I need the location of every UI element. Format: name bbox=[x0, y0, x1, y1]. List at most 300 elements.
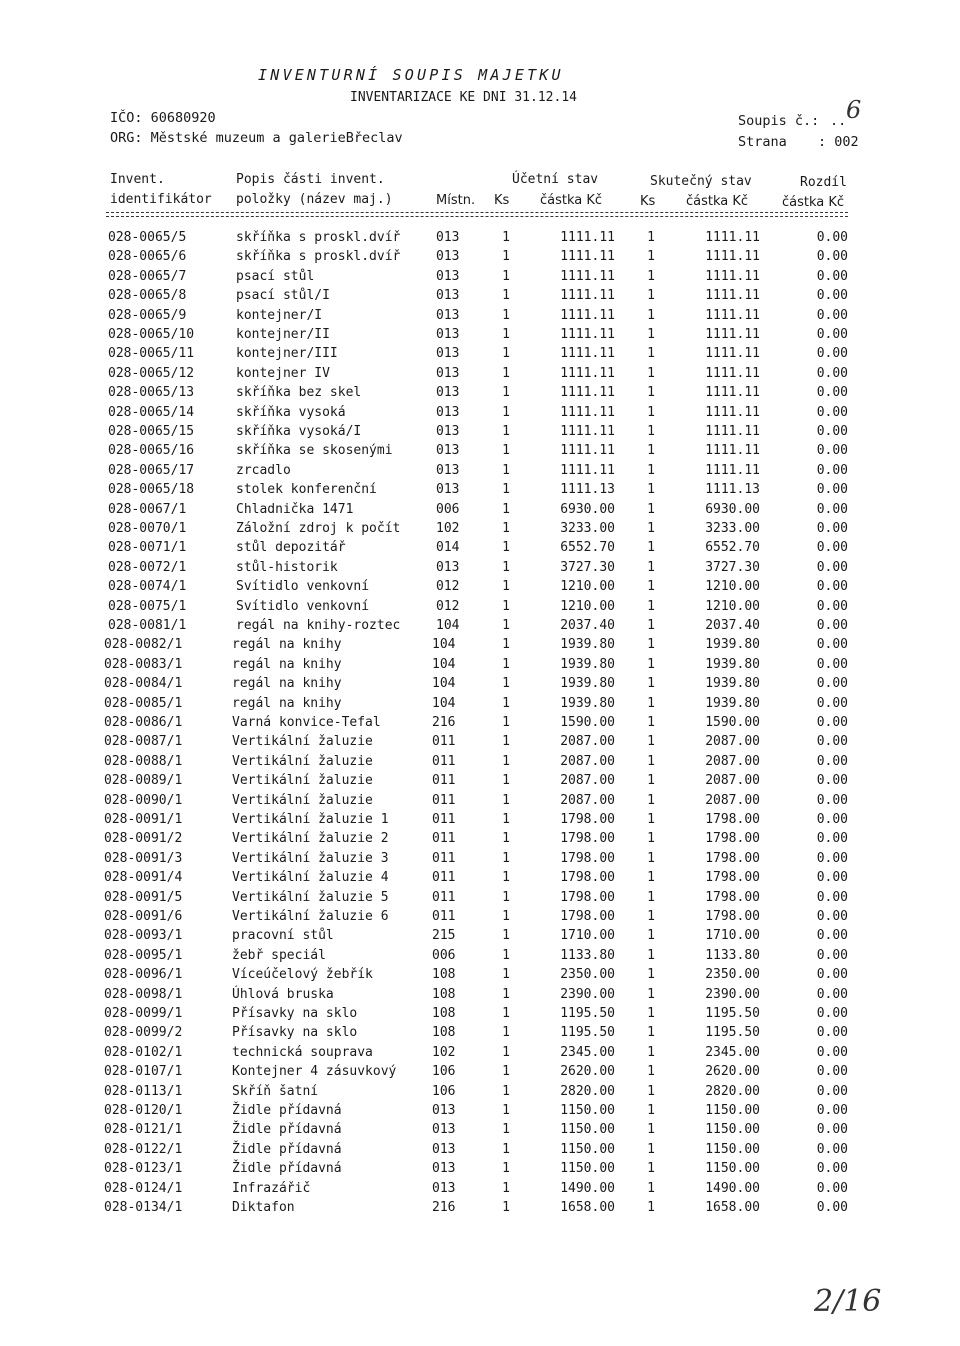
cell-identifier: 028-0102/1 bbox=[104, 1044, 183, 1060]
cell-identifier: 028-0123/1 bbox=[104, 1161, 183, 1177]
cell-amount-accounting: 1798.00 bbox=[560, 909, 615, 924]
cell-qty-actual: 1 bbox=[647, 1083, 655, 1099]
cell-amount-accounting: 1798.00 bbox=[560, 831, 615, 847]
document-title: INVENTURNÍ SOUPIS MAJETKU bbox=[258, 66, 564, 84]
cell-amount-accounting: 1939.80 bbox=[560, 637, 615, 653]
cell-identifier: 028-0113/1 bbox=[104, 1083, 183, 1099]
table-row bbox=[0, 482, 960, 501]
cell-qty-accounting: 1 bbox=[502, 365, 510, 381]
cell-difference: 0.00 bbox=[816, 307, 848, 323]
cell-qty-accounting: 1 bbox=[502, 1161, 510, 1177]
cell-name: Přísavky na sklo bbox=[232, 1025, 358, 1041]
cell-identifier: 028-0075/1 bbox=[108, 598, 187, 614]
cell-qty-accounting: 1 bbox=[502, 656, 510, 672]
cell-amount-accounting: 1939.80 bbox=[560, 676, 615, 692]
cell-difference: 0.00 bbox=[816, 1064, 848, 1080]
soupis-dots: .. bbox=[830, 113, 847, 129]
cell-amount-actual: 2390.00 bbox=[705, 986, 760, 1002]
cell-amount-accounting: 1111.11 bbox=[560, 268, 615, 284]
cell-room: 102 bbox=[436, 521, 460, 536]
cell-difference: 0.00 bbox=[816, 559, 848, 575]
cell-qty-actual: 1 bbox=[647, 870, 655, 886]
cell-qty-actual: 1 bbox=[647, 307, 655, 323]
cell-qty-accounting: 1 bbox=[502, 967, 510, 983]
cell-qty-accounting: 1 bbox=[502, 424, 510, 439]
cell-room: 013 bbox=[436, 288, 460, 304]
cell-name: Vertikální žaluzie 6 bbox=[232, 909, 389, 924]
cell-qty-actual: 1 bbox=[647, 715, 655, 730]
cell-qty-actual: 1 bbox=[647, 462, 655, 478]
cell-amount-accounting: 1150.00 bbox=[560, 1141, 615, 1157]
cell-name: regál na knihy bbox=[232, 676, 342, 692]
cell-amount-accounting: 2087.00 bbox=[560, 792, 615, 808]
table-row bbox=[0, 560, 960, 579]
cell-difference: 0.00 bbox=[816, 637, 848, 653]
cell-amount-accounting: 1710.00 bbox=[560, 928, 615, 944]
cell-identifier: 028-0081/1 bbox=[108, 618, 187, 633]
cell-amount-actual: 1798.00 bbox=[705, 850, 760, 866]
cell-difference: 0.00 bbox=[816, 734, 848, 750]
cell-amount-accounting: 1590.00 bbox=[560, 715, 615, 730]
cell-name: kontejner/I bbox=[236, 307, 323, 323]
cell-name: Vertikální žaluzie 5 bbox=[232, 889, 389, 905]
cell-qty-accounting: 1 bbox=[502, 1006, 510, 1021]
cell-qty-actual: 1 bbox=[647, 579, 655, 595]
cell-qty-actual: 1 bbox=[647, 734, 655, 750]
cell-identifier: 028-0065/15 bbox=[108, 424, 195, 439]
table-row bbox=[0, 812, 960, 831]
cell-identifier: 028-0089/1 bbox=[104, 773, 183, 789]
cell-identifier: 028-0091/2 bbox=[104, 831, 183, 847]
cell-identifier: 028-0098/1 bbox=[104, 986, 183, 1002]
cell-identifier: 028-0065/9 bbox=[108, 307, 187, 323]
table-row bbox=[0, 909, 960, 928]
cell-amount-actual: 1590.00 bbox=[705, 715, 760, 730]
cell-name: Přísavky na sklo bbox=[232, 1006, 358, 1021]
table-row bbox=[0, 734, 960, 753]
cell-qty-accounting: 1 bbox=[502, 404, 510, 420]
cell-identifier: 028-0065/8 bbox=[108, 288, 187, 304]
cell-amount-accounting: 1798.00 bbox=[560, 870, 615, 886]
cell-amount-actual: 1133.80 bbox=[705, 947, 760, 963]
org-line: ORG: Městské muzeum a galerieBřeclav bbox=[110, 130, 403, 146]
cell-amount-accounting: 1798.00 bbox=[560, 889, 615, 905]
cell-difference: 0.00 bbox=[816, 1044, 848, 1060]
table-row bbox=[0, 405, 960, 424]
table-row bbox=[0, 346, 960, 365]
cell-room: 215 bbox=[432, 928, 456, 944]
cell-amount-actual: 3233.00 bbox=[705, 521, 760, 536]
cell-difference: 0.00 bbox=[816, 540, 848, 556]
cell-name: Varná konvice-Tefal bbox=[232, 715, 381, 730]
cell-difference: 0.00 bbox=[816, 249, 848, 265]
col-header-ks2: Ks bbox=[640, 194, 656, 209]
cell-amount-actual: 1150.00 bbox=[705, 1161, 760, 1177]
cell-identifier: 028-0065/17 bbox=[108, 462, 195, 478]
cell-amount-actual: 1798.00 bbox=[705, 909, 760, 924]
cell-qty-actual: 1 bbox=[647, 909, 655, 924]
cell-name: pracovní stůl bbox=[232, 928, 334, 944]
table-row bbox=[0, 637, 960, 656]
cell-difference: 0.00 bbox=[816, 870, 848, 886]
table-row bbox=[0, 269, 960, 288]
cell-name: Židle přídavná bbox=[232, 1103, 342, 1118]
cell-qty-accounting: 1 bbox=[502, 521, 510, 536]
cell-room: 216 bbox=[432, 715, 456, 730]
cell-amount-accounting: 1111.11 bbox=[560, 307, 615, 323]
cell-amount-accounting: 1939.80 bbox=[560, 656, 615, 672]
cell-qty-accounting: 1 bbox=[502, 268, 510, 284]
cell-room: 011 bbox=[432, 753, 456, 769]
cell-amount-accounting: 2820.00 bbox=[560, 1083, 615, 1099]
cell-room: 108 bbox=[432, 1006, 456, 1021]
cell-amount-accounting: 1490.00 bbox=[560, 1180, 615, 1196]
cell-qty-accounting: 1 bbox=[502, 501, 510, 517]
cell-identifier: 028-0082/1 bbox=[104, 637, 183, 653]
cell-name: Vertikální žaluzie 3 bbox=[232, 850, 389, 866]
cell-amount-accounting: 1111.11 bbox=[560, 404, 615, 420]
cell-difference: 0.00 bbox=[816, 715, 848, 730]
cell-amount-actual: 1111.11 bbox=[705, 424, 760, 439]
cell-qty-actual: 1 bbox=[647, 1103, 655, 1118]
cell-amount-actual: 2345.00 bbox=[705, 1044, 760, 1060]
cell-amount-actual: 1111.11 bbox=[705, 268, 760, 284]
table-row bbox=[0, 1025, 960, 1044]
cell-room: 012 bbox=[436, 579, 460, 595]
cell-amount-accounting: 2087.00 bbox=[560, 734, 615, 750]
cell-qty-actual: 1 bbox=[647, 1122, 655, 1138]
table-row bbox=[0, 1006, 960, 1025]
cell-name: zrcadlo bbox=[236, 462, 291, 478]
cell-amount-accounting: 2390.00 bbox=[560, 986, 615, 1002]
cell-difference: 0.00 bbox=[816, 1161, 848, 1177]
cell-room: 013 bbox=[436, 249, 460, 265]
cell-amount-actual: 1111.11 bbox=[705, 462, 760, 478]
cell-room: 104 bbox=[432, 637, 456, 653]
cell-amount-actual: 2037.40 bbox=[705, 618, 760, 633]
cell-identifier: 028-0091/4 bbox=[104, 870, 183, 886]
table-row bbox=[0, 967, 960, 986]
cell-qty-accounting: 1 bbox=[502, 986, 510, 1002]
cell-identifier: 028-0067/1 bbox=[108, 501, 187, 517]
cell-room: 104 bbox=[432, 695, 456, 711]
cell-name: skříňka vysoká/I bbox=[236, 424, 362, 439]
cell-room: 012 bbox=[436, 598, 460, 614]
cell-difference: 0.00 bbox=[816, 831, 848, 847]
cell-amount-actual: 1150.00 bbox=[705, 1141, 760, 1157]
cell-amount-actual: 2350.00 bbox=[705, 967, 760, 983]
cell-amount-accounting: 1939.80 bbox=[560, 695, 615, 711]
cell-identifier: 028-0065/5 bbox=[108, 230, 187, 245]
cell-amount-actual: 2087.00 bbox=[705, 734, 760, 750]
cell-qty-accounting: 1 bbox=[502, 559, 510, 575]
cell-difference: 0.00 bbox=[816, 753, 848, 769]
cell-qty-accounting: 1 bbox=[502, 695, 510, 711]
cell-name: skříňka vysoká bbox=[236, 404, 346, 420]
col-header-castka1: částka Kč bbox=[540, 193, 603, 208]
cell-difference: 0.00 bbox=[816, 424, 848, 439]
cell-qty-actual: 1 bbox=[647, 365, 655, 381]
cell-identifier: 028-0120/1 bbox=[104, 1103, 183, 1118]
cell-difference: 0.00 bbox=[816, 909, 848, 924]
cell-amount-accounting: 1111.11 bbox=[560, 424, 615, 439]
cell-amount-accounting: 2620.00 bbox=[560, 1064, 615, 1080]
cell-identifier: 028-0065/12 bbox=[108, 365, 195, 381]
cell-identifier: 028-0065/7 bbox=[108, 268, 187, 284]
cell-qty-actual: 1 bbox=[647, 986, 655, 1002]
cell-identifier: 028-0091/6 bbox=[104, 909, 183, 924]
cell-name: Vertikální žaluzie 4 bbox=[232, 870, 389, 886]
table-row bbox=[0, 1084, 960, 1103]
cell-room: 108 bbox=[432, 1025, 456, 1041]
table-row bbox=[0, 657, 960, 676]
cell-qty-accounting: 1 bbox=[502, 462, 510, 478]
cell-amount-accounting: 1111.11 bbox=[560, 230, 615, 245]
cell-amount-actual: 2820.00 bbox=[705, 1083, 760, 1099]
col-header-ks1: Ks bbox=[494, 193, 510, 208]
cell-amount-accounting: 1111.13 bbox=[560, 482, 615, 498]
cell-room: 104 bbox=[436, 618, 460, 633]
cell-difference: 0.00 bbox=[816, 462, 848, 478]
cell-amount-actual: 1195.50 bbox=[705, 1006, 760, 1021]
cell-room: 013 bbox=[436, 443, 460, 459]
table-row bbox=[0, 327, 960, 346]
cell-amount-accounting: 1111.11 bbox=[560, 288, 615, 304]
cell-amount-accounting: 1111.11 bbox=[560, 249, 615, 265]
cell-qty-accounting: 1 bbox=[502, 928, 510, 944]
cell-amount-accounting: 2345.00 bbox=[560, 1044, 615, 1060]
table-row bbox=[0, 521, 960, 540]
cell-qty-accounting: 1 bbox=[502, 579, 510, 595]
cell-difference: 0.00 bbox=[816, 812, 848, 827]
cell-qty-accounting: 1 bbox=[502, 1083, 510, 1099]
cell-qty-actual: 1 bbox=[647, 540, 655, 556]
cell-qty-actual: 1 bbox=[647, 618, 655, 633]
cell-difference: 0.00 bbox=[816, 268, 848, 284]
cell-room: 013 bbox=[436, 559, 460, 575]
cell-qty-actual: 1 bbox=[647, 559, 655, 575]
table-row bbox=[0, 831, 960, 850]
cell-room: 013 bbox=[436, 268, 460, 284]
cell-qty-accounting: 1 bbox=[502, 1122, 510, 1138]
cell-amount-actual: 2087.00 bbox=[705, 773, 760, 789]
cell-amount-accounting: 1210.00 bbox=[560, 598, 615, 614]
table-row bbox=[0, 793, 960, 812]
col-header-invent: Invent. bbox=[110, 172, 165, 187]
cell-qty-actual: 1 bbox=[647, 230, 655, 245]
cell-room: 216 bbox=[432, 1200, 456, 1215]
cell-amount-accounting: 2087.00 bbox=[560, 753, 615, 769]
cell-identifier: 028-0085/1 bbox=[104, 695, 183, 711]
cell-room: 013 bbox=[436, 307, 460, 323]
cell-amount-actual: 1111.13 bbox=[705, 482, 760, 498]
cell-name: kontejner/III bbox=[236, 346, 338, 362]
cell-room: 011 bbox=[432, 831, 456, 847]
cell-qty-accounting: 1 bbox=[502, 1064, 510, 1080]
table-row bbox=[0, 696, 960, 715]
cell-identifier: 028-0095/1 bbox=[104, 947, 183, 963]
cell-room: 106 bbox=[432, 1083, 456, 1099]
cell-amount-actual: 1939.80 bbox=[705, 656, 760, 672]
cell-qty-actual: 1 bbox=[647, 598, 655, 614]
cell-name: Vertikální žaluzie bbox=[232, 773, 373, 789]
cell-amount-accounting: 6552.70 bbox=[560, 540, 615, 556]
cell-amount-actual: 2087.00 bbox=[705, 792, 760, 808]
cell-name: psací stůl/I bbox=[236, 288, 330, 304]
table-row bbox=[0, 870, 960, 889]
cell-qty-actual: 1 bbox=[647, 1161, 655, 1177]
cell-room: 011 bbox=[432, 792, 456, 808]
cell-qty-actual: 1 bbox=[647, 288, 655, 304]
table-row bbox=[0, 385, 960, 404]
cell-name: technická souprava bbox=[232, 1044, 373, 1060]
cell-qty-actual: 1 bbox=[647, 850, 655, 866]
cell-amount-accounting: 1111.11 bbox=[560, 346, 615, 362]
header-separator-top bbox=[106, 212, 848, 213]
cell-room: 013 bbox=[436, 365, 460, 381]
col-header-polozky: položky (název maj.) bbox=[236, 192, 393, 207]
cell-qty-accounting: 1 bbox=[502, 1180, 510, 1196]
table-row bbox=[0, 443, 960, 462]
cell-amount-actual: 1111.11 bbox=[705, 307, 760, 323]
cell-amount-actual: 6552.70 bbox=[705, 540, 760, 556]
cell-identifier: 028-0065/11 bbox=[108, 346, 195, 362]
cell-difference: 0.00 bbox=[816, 676, 848, 692]
cell-amount-actual: 1710.00 bbox=[705, 928, 760, 944]
cell-difference: 0.00 bbox=[816, 967, 848, 983]
strana-label: Strana bbox=[738, 134, 787, 150]
cell-amount-accounting: 2087.00 bbox=[560, 773, 615, 789]
cell-name: stůl-historik bbox=[236, 559, 338, 575]
cell-difference: 0.00 bbox=[816, 443, 848, 459]
cell-room: 014 bbox=[436, 540, 460, 556]
table-row bbox=[0, 1103, 960, 1122]
cell-identifier: 028-0065/13 bbox=[108, 385, 195, 401]
col-header-mistn: Místn. bbox=[436, 193, 476, 208]
cell-qty-accounting: 1 bbox=[502, 288, 510, 304]
cell-difference: 0.00 bbox=[816, 947, 848, 963]
cell-amount-actual: 1210.00 bbox=[705, 579, 760, 595]
cell-amount-actual: 1939.80 bbox=[705, 637, 760, 653]
cell-qty-actual: 1 bbox=[647, 656, 655, 672]
table-row bbox=[0, 1045, 960, 1064]
cell-name: skříňka s proskl.dvíř bbox=[236, 249, 401, 265]
cell-name: Víceúčelový žebřík bbox=[232, 967, 373, 983]
cell-amount-actual: 1111.11 bbox=[705, 346, 760, 362]
table-row bbox=[0, 618, 960, 637]
cell-amount-accounting: 1658.00 bbox=[560, 1200, 615, 1215]
cell-qty-actual: 1 bbox=[647, 928, 655, 944]
cell-qty-actual: 1 bbox=[647, 889, 655, 905]
cell-amount-actual: 1150.00 bbox=[705, 1122, 760, 1138]
cell-qty-actual: 1 bbox=[647, 249, 655, 265]
cell-amount-accounting: 2037.40 bbox=[560, 618, 615, 633]
cell-amount-accounting: 2350.00 bbox=[560, 967, 615, 983]
cell-qty-actual: 1 bbox=[647, 967, 655, 983]
cell-name: skříňka bez skel bbox=[236, 385, 362, 401]
document-subtitle: INVENTARIZACE KE DNI 31.12.14 bbox=[350, 90, 577, 105]
cell-identifier: 028-0121/1 bbox=[104, 1122, 183, 1138]
cell-identifier: 028-0065/16 bbox=[108, 443, 195, 459]
cell-amount-actual: 1111.11 bbox=[705, 327, 760, 342]
cell-amount-accounting: 1111.11 bbox=[560, 365, 615, 381]
table-row bbox=[0, 851, 960, 870]
cell-amount-actual: 2087.00 bbox=[705, 753, 760, 769]
cell-amount-actual: 1798.00 bbox=[705, 812, 760, 827]
cell-amount-actual: 1939.80 bbox=[705, 695, 760, 711]
cell-name: Úhlová bruska bbox=[232, 986, 334, 1002]
cell-room: 011 bbox=[432, 812, 456, 827]
cell-difference: 0.00 bbox=[816, 1200, 848, 1215]
table-row bbox=[0, 1161, 960, 1180]
cell-amount-actual: 1210.00 bbox=[705, 598, 760, 614]
cell-name: kontejner IV bbox=[236, 365, 330, 381]
cell-room: 108 bbox=[432, 986, 456, 1002]
cell-identifier: 028-0083/1 bbox=[104, 656, 183, 672]
col-header-ucetni: Účetní stav bbox=[512, 172, 599, 187]
strana-value: : 002 bbox=[818, 134, 859, 150]
cell-name: stolek konferenční bbox=[236, 482, 377, 498]
cell-room: 011 bbox=[432, 773, 456, 789]
cell-qty-accounting: 1 bbox=[502, 831, 510, 847]
cell-name: Vertikální žaluzie bbox=[232, 734, 373, 750]
cell-qty-accounting: 1 bbox=[502, 598, 510, 614]
cell-difference: 0.00 bbox=[816, 288, 848, 304]
cell-room: 108 bbox=[432, 967, 456, 983]
table-row bbox=[0, 540, 960, 559]
cell-difference: 0.00 bbox=[816, 695, 848, 711]
cell-difference: 0.00 bbox=[816, 521, 848, 536]
table-row bbox=[0, 1200, 960, 1219]
table-row bbox=[0, 579, 960, 598]
cell-identifier: 028-0134/1 bbox=[104, 1200, 183, 1215]
cell-qty-actual: 1 bbox=[647, 482, 655, 498]
cell-room: 013 bbox=[436, 327, 460, 342]
cell-qty-actual: 1 bbox=[647, 637, 655, 653]
cell-amount-actual: 1111.11 bbox=[705, 365, 760, 381]
cell-name: Vertikální žaluzie bbox=[232, 753, 373, 769]
cell-qty-actual: 1 bbox=[647, 346, 655, 362]
cell-room: 013 bbox=[436, 346, 460, 362]
cell-name: Svítidlo venkovní bbox=[236, 579, 370, 595]
table-row bbox=[0, 1142, 960, 1161]
cell-amount-accounting: 1150.00 bbox=[560, 1103, 615, 1118]
cell-identifier: 028-0099/2 bbox=[104, 1025, 183, 1041]
cell-name: regál na knihy bbox=[232, 637, 342, 653]
cell-name: Vertikální žaluzie 1 bbox=[232, 812, 389, 827]
cell-identifier: 028-0122/1 bbox=[104, 1141, 183, 1157]
cell-qty-actual: 1 bbox=[647, 947, 655, 963]
header-separator-bottom bbox=[106, 216, 848, 217]
cell-difference: 0.00 bbox=[816, 404, 848, 420]
cell-amount-accounting: 3727.30 bbox=[560, 559, 615, 575]
cell-difference: 0.00 bbox=[816, 501, 848, 517]
cell-room: 104 bbox=[432, 656, 456, 672]
cell-qty-actual: 1 bbox=[647, 792, 655, 808]
cell-name: regál na knihy-roztec bbox=[236, 618, 401, 633]
cell-amount-accounting: 1111.11 bbox=[560, 327, 615, 342]
table-row bbox=[0, 754, 960, 773]
soupis-label: Soupis č.: bbox=[738, 113, 820, 129]
handwritten-page-number: 2/16 bbox=[814, 1284, 882, 1319]
cell-name: Židle přídavná bbox=[232, 1161, 342, 1177]
cell-qty-accounting: 1 bbox=[502, 307, 510, 323]
cell-name: Svítidlo venkovní bbox=[236, 598, 370, 614]
cell-difference: 0.00 bbox=[816, 482, 848, 498]
cell-amount-actual: 1111.11 bbox=[705, 230, 760, 245]
cell-qty-actual: 1 bbox=[647, 695, 655, 711]
cell-difference: 0.00 bbox=[816, 579, 848, 595]
